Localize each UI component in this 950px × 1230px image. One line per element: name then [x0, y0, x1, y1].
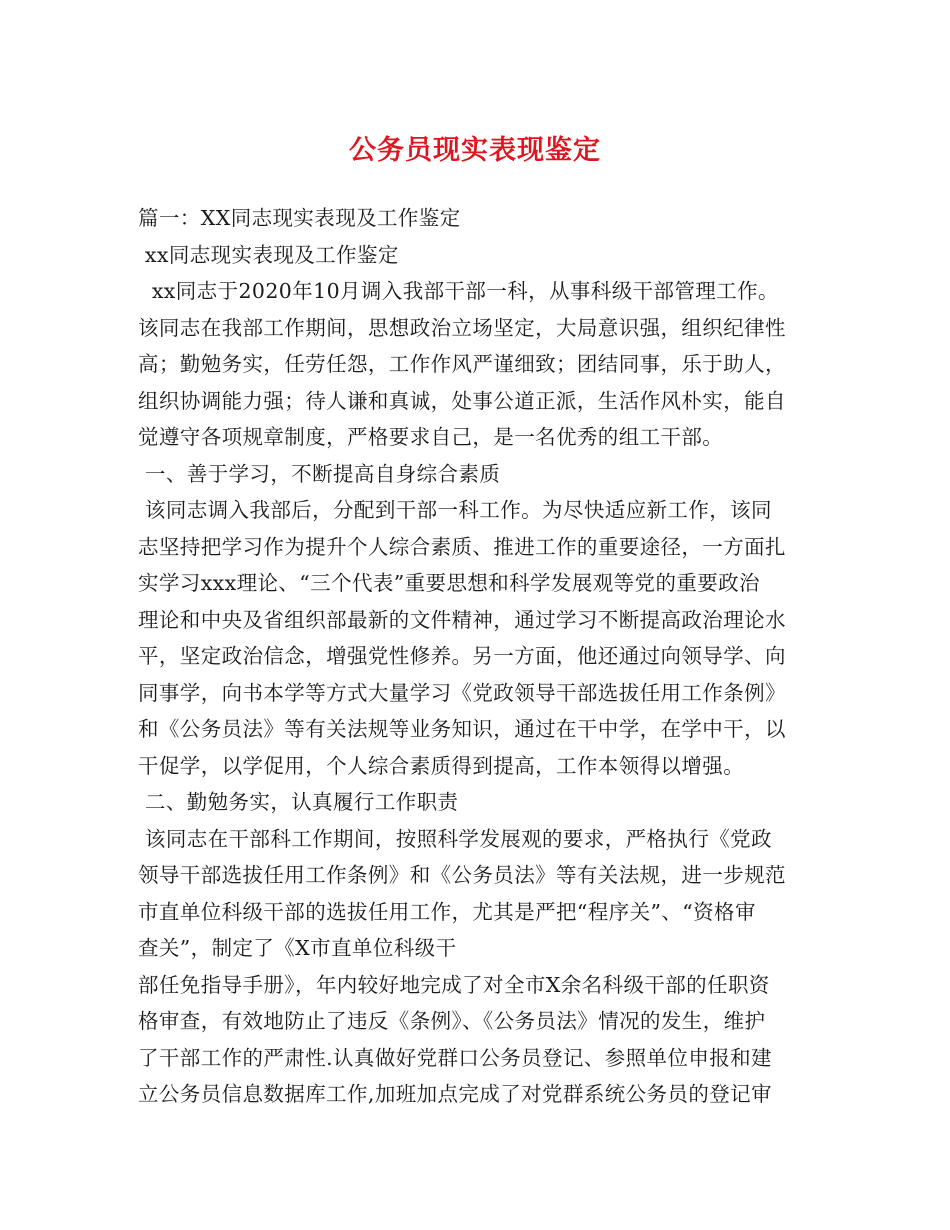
document-line: 篇一：XX同志现实表现及工作鉴定 — [138, 206, 461, 230]
document-line: 组织协调能力强；待人谦和真诚，处事公道正派，生活作风朴实，能自 — [138, 388, 786, 413]
document-line: 市直单位科级干部的选拔任用工作，尤其是严把“程序关”、“资格审 — [138, 899, 756, 924]
document-line: 平，坚定政治信念，增强党性修养。另一方面，他还通过向领导学、向 — [138, 644, 786, 668]
document-line: 该同志在干部科工作期间，按照科学发展观的要求，严格执行《党政 — [138, 826, 772, 851]
document-line: 格审查，有效地防止了违反《条例》、《公务员法》情况的发生，维护 — [138, 1009, 766, 1033]
document-line: 觉遵守各项规章制度，严格要求自己，是一名优秀的组工干部。 — [138, 425, 724, 449]
document-line: xx同志于2020年10月调入我部干部一科，从事科级干部管理工作。 — [138, 279, 779, 303]
document-body — [138, 200, 818, 1113]
document-line: 和《公务员法》等有关法规等业务知识，通过在干中学，在学中干，以 — [138, 717, 786, 741]
document-line: 同事学，向书本学等方式大量学习《党政领导干部选拔任用工作条例》 — [138, 680, 786, 705]
document-line: 该同志在我部工作期间，思想政治立场坚定，大局意识强，组织纪律性 — [138, 315, 786, 340]
document-line: 志坚持把学习作为提升个人综合素质、推进工作的重要途径，一方面扎 — [138, 534, 786, 559]
document-line: 部任免指导手册》，年内较好地完成了对全市X余名科级干部的任职资 — [138, 972, 770, 997]
document-line: 一、善于学习，不断提高自身综合素质 — [138, 461, 501, 486]
document-title: 公务员现实表现鉴定 — [349, 135, 601, 166]
document-line: 该同志调入我部后，分配到干部一科工作。为尽快适应新工作，该同 — [138, 498, 772, 522]
document-line: 了干部工作的严肃性.认真做好党群口公务员登记、参照单位申报和建 — [138, 1045, 772, 1070]
document-line: 领导干部选拔任用工作条例》和《公务员法》等有关法规，进一步规范 — [138, 863, 786, 887]
document-line: 理论和中央及省组织部最新的文件精神，通过学习不断提高政治理论水 — [138, 607, 786, 632]
document-line: 立公务员信息数据库工作,加班加点完成了对党群系统公务员的登记审 — [138, 1082, 772, 1106]
document-line: xx同志现实表现及工作鉴定 — [138, 242, 399, 267]
document-line: 干促学，以学促用，个人综合素质得到提高，工作本领得以增强。 — [138, 753, 745, 778]
document-line: 二、勤勉务实，认真履行工作职责 — [138, 790, 459, 814]
document-line: 高；勤勉务实，任劳任怨，工作作风严谨细致；团结同事，乐于助人， — [138, 352, 786, 376]
document-line: 查关”，制定了《X市直单位科级干 — [138, 936, 457, 960]
document-line: 实学习xxx理论、“三个代表”重要思想和科学发展观等党的重要政治 — [138, 571, 760, 595]
